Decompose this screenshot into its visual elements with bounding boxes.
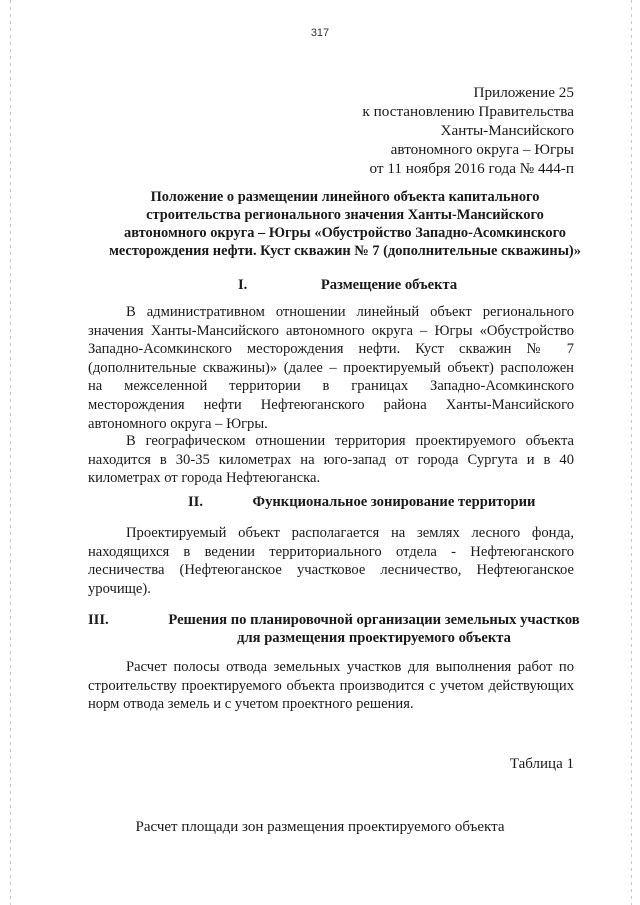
table-label: Таблица 1 xyxy=(509,756,574,772)
table-title: Расчет площади зон размещения проектируемого объекта xyxy=(135,819,505,835)
title-line: автономного округа – Югры «Обустройство Западно-Асомкинского xyxy=(124,225,566,241)
paragraph: В административном отношении линейный объект регионального значения Ханты-Мансийского автономного округа – Югры «Обустройство Западно-Асомкинского месторождения нефти. Куст скважин № 7 (дополнительные скважины)» (далее – проектируемый объект) расположен на межселенной территории в границах Западно-Асомкинского месторождения нефти Нефтеюганского района Ханты-Мансийского автономного округа – Югры. xyxy=(88,304,574,432)
title-line: месторождения нефти. Куст скважин № 7 (дополнительные скважины)» xyxy=(109,243,581,259)
section-title: Функциональное зонирование территории xyxy=(252,494,536,510)
scan-edge-left xyxy=(10,0,11,905)
appendix-line: Ханты-Мансийского xyxy=(440,122,574,139)
title-line: Положение о размещении линейного объекта капитального xyxy=(150,189,540,205)
paragraph: В географическом отношении территория проектируемого объекта находится в 30-35 километрах на юго-запад от города Сургута и в 40 километрах от города Нефтеюганска. xyxy=(88,433,574,487)
appendix-line: автономного округа – Югры xyxy=(390,141,574,158)
section-number: I. xyxy=(238,277,248,293)
section-number: II. xyxy=(188,494,204,510)
appendix-line: Приложение 25 xyxy=(473,84,574,101)
appendix-line: от 11 ноября 2016 года № 444-п xyxy=(369,160,574,177)
title-line: строительства регионального значения Ханты-Мансийского xyxy=(146,207,544,223)
section-title-line: для размещения проектируемого объекта xyxy=(237,630,511,646)
page-number: 317 xyxy=(310,27,330,39)
section-number: III. xyxy=(88,612,109,628)
appendix-line: к постановлению Правительства xyxy=(362,103,574,120)
section-heading-1 xyxy=(88,276,610,294)
paragraph: Проектируемый объект располагается на землях лесного фонда, находящихся в ведении территориального отдела - Нефтеюганского лесничества (Нефтеюганское участковое лесничество, Нефтеюганское урочище). xyxy=(88,525,574,597)
section-title: Размещение объекта xyxy=(320,277,458,293)
document-title xyxy=(90,188,600,260)
section-title-line: Решения по планировочной организации земельных участков xyxy=(168,612,580,628)
appendix-block xyxy=(362,83,574,178)
section-heading-2 xyxy=(88,493,610,511)
section-heading-3 xyxy=(88,611,610,647)
scan-edge-right xyxy=(631,0,632,905)
paragraph: Расчет полосы отвода земельных участков для выполнения работ по строительству проектируемого объекта производится с учетом действующих норм отвода земель и с учетом проектного решения. xyxy=(88,659,574,713)
